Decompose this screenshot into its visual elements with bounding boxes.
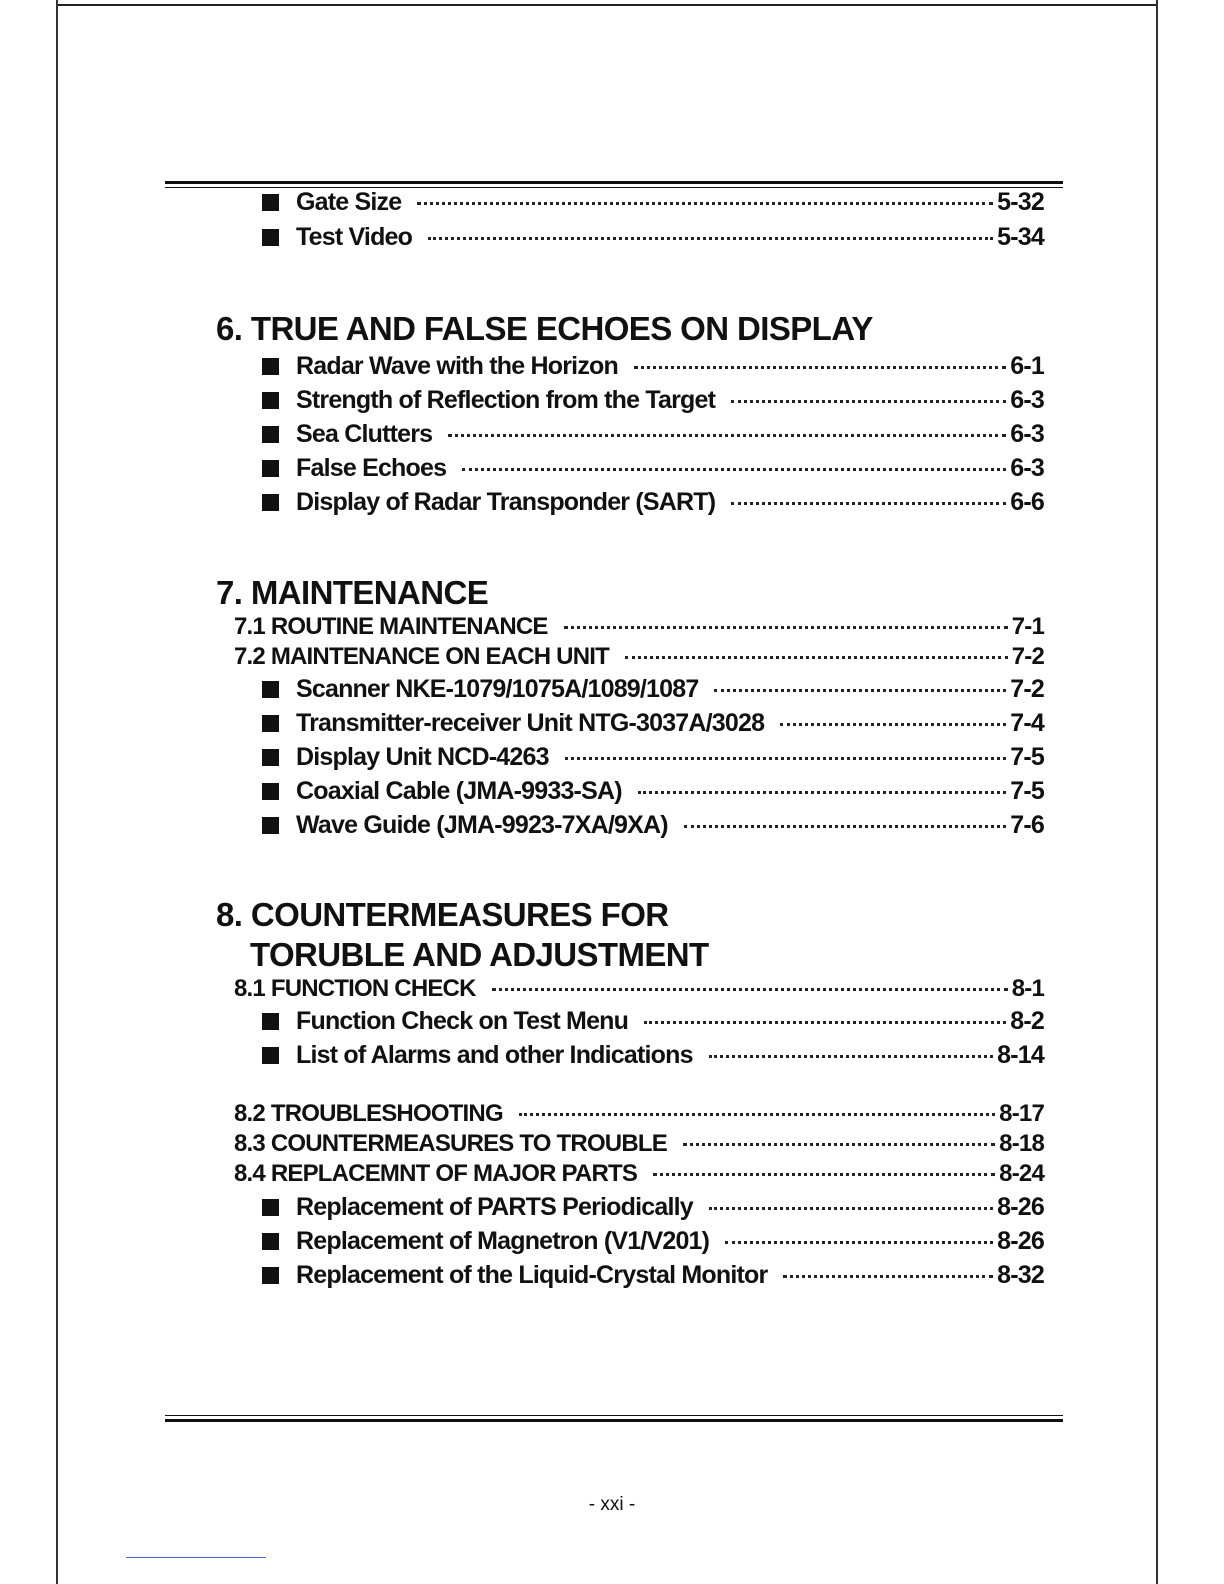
toc-entry-label: Test Video (296, 223, 413, 251)
bullet-square-icon (262, 426, 279, 443)
dot-leader (709, 1207, 993, 1210)
toc-entry-label: Strength of Reflection from the Target (296, 386, 716, 414)
toc-entry[interactable] (262, 1192, 1044, 1222)
toc-entry-page: 8-14 (997, 1041, 1044, 1069)
toc-section[interactable] (234, 1129, 1044, 1159)
toc-section-page: 8-24 (999, 1160, 1044, 1187)
toc-section-page: 7-2 (1011, 643, 1044, 670)
toc-entry[interactable] (262, 187, 1044, 217)
toc-entry-page: 7-2 (1010, 675, 1044, 703)
toc-entry-label: Replacement of the Liquid-Crystal Monitor (296, 1261, 768, 1289)
bullet-square-icon (262, 494, 279, 511)
toc-section[interactable] (234, 612, 1044, 642)
footer-rule (165, 1415, 1063, 1422)
toc-entry-page: 6-3 (1010, 454, 1044, 482)
dot-leader (462, 468, 1006, 471)
dot-leader (709, 1055, 993, 1058)
bullet-square-icon (262, 194, 279, 211)
toc-entry[interactable] (262, 351, 1044, 381)
bullet-square-icon (262, 229, 279, 246)
toc-entry-page: 5-34 (997, 223, 1044, 251)
toc-entry-page: 8-32 (997, 1261, 1044, 1289)
toc-entry[interactable] (262, 453, 1044, 483)
toc-section-page: 7-1 (1011, 613, 1044, 640)
toc-entry-page: 6-6 (1010, 488, 1044, 516)
toc-entry-label: False Echoes (296, 454, 447, 482)
toc-section-page: 8-17 (999, 1100, 1044, 1127)
toc-entry-page: 7-5 (1010, 777, 1044, 805)
toc-entry-label: Gate Size (296, 188, 402, 216)
bullet-square-icon (262, 392, 279, 409)
toc-section-label: 8.3 COUNTERMEASURES TO TROUBLE (234, 1130, 667, 1157)
toc-entry-label: Coaxial Cable (JMA-9933-SA) (296, 777, 622, 805)
bullet-square-icon (262, 1199, 279, 1216)
toc-entry-label: Wave Guide (JMA-9923-7XA/9XA) (296, 811, 668, 839)
scan-artifact-line (126, 1557, 266, 1558)
toc-section[interactable] (234, 1099, 1044, 1129)
dot-leader (428, 237, 993, 240)
toc-entry-page: 8-26 (997, 1193, 1044, 1221)
toc-entry-label: Function Check on Test Menu (296, 1007, 629, 1035)
bullet-square-icon (262, 715, 279, 732)
dot-leader (634, 366, 1006, 369)
dot-leader (653, 1173, 995, 1176)
toc-entry-label: Replacement of Magnetron (V1/V201) (296, 1227, 710, 1255)
dot-leader (644, 1021, 1006, 1024)
toc-entry-page: 7-6 (1010, 811, 1044, 839)
toc-section-page: 8-18 (999, 1130, 1044, 1157)
toc-entry-page: 7-5 (1010, 743, 1044, 771)
chapter-heading-continued: TORUBLE AND ADJUSTMENT (250, 936, 709, 973)
dot-leader (519, 1113, 995, 1116)
bullet-square-icon (262, 1233, 279, 1250)
scan-edge-right (1156, 0, 1158, 1584)
scan-edge-top (58, 4, 1158, 6)
dot-leader (783, 1275, 993, 1278)
bullet-square-icon (262, 1047, 279, 1064)
bullet-square-icon (262, 460, 279, 477)
dot-leader (565, 757, 1007, 760)
toc-entry[interactable] (262, 1040, 1044, 1070)
toc-entry[interactable] (262, 810, 1044, 840)
toc-entry-page: 6-1 (1010, 352, 1044, 380)
toc-entry-label: Scanner NKE-1079/1075A/1089/1087 (296, 675, 699, 703)
toc-entry-label: Sea Clutters (296, 420, 433, 448)
chapter-heading: 8. COUNTERMEASURES FOR (216, 896, 669, 933)
dot-leader (731, 502, 1006, 505)
toc-entry-label: Replacement of PARTS Periodically (296, 1193, 693, 1221)
bullet-square-icon (262, 358, 279, 375)
toc-entry[interactable] (262, 742, 1044, 772)
toc-entry-page: 6-3 (1010, 420, 1044, 448)
page-number: - xxi - (588, 1494, 636, 1515)
dot-leader (780, 723, 1006, 726)
toc-section[interactable] (234, 642, 1044, 672)
dot-leader (638, 791, 1007, 794)
toc-entry-label: Radar Wave with the Horizon (296, 352, 618, 380)
dot-leader (684, 825, 1006, 828)
dot-leader (683, 1143, 995, 1146)
dot-leader (714, 689, 1006, 692)
dot-leader (731, 400, 1006, 403)
toc-section-label: 8.2 TROUBLESHOOTING (234, 1100, 503, 1127)
dot-leader (492, 988, 1008, 991)
toc-section[interactable] (234, 974, 1044, 1004)
bullet-square-icon (262, 817, 279, 834)
toc-entry-page: 5-32 (997, 188, 1044, 216)
dot-leader (448, 434, 1006, 437)
toc-entry-page: 8-2 (1010, 1007, 1044, 1035)
toc-entry[interactable] (262, 419, 1044, 449)
toc-section[interactable] (234, 1159, 1044, 1189)
toc-entry-label: Display Unit NCD-4263 (296, 743, 549, 771)
toc-section-label: 7.2 MAINTENANCE ON EACH UNIT (234, 643, 609, 670)
toc-entry[interactable] (262, 487, 1044, 517)
toc-entry[interactable] (262, 385, 1044, 415)
dot-leader (725, 1241, 993, 1244)
chapter-heading: 6. TRUE AND FALSE ECHOES ON DISPLAY (216, 310, 873, 347)
toc-section-page: 8-1 (1011, 975, 1044, 1002)
toc-section-label: 8.1 FUNCTION CHECK (234, 975, 476, 1002)
toc-entry[interactable] (262, 674, 1044, 704)
bullet-square-icon (262, 749, 279, 766)
toc-entry-label: List of Alarms and other Indications (296, 1041, 693, 1069)
toc-entry[interactable] (262, 776, 1044, 806)
toc-entry[interactable] (262, 1006, 1044, 1036)
bullet-square-icon (262, 1267, 279, 1284)
toc-entry-page: 6-3 (1010, 386, 1044, 414)
toc-entry-label: Display of Radar Transponder (SART) (296, 488, 716, 516)
toc-entry[interactable] (262, 708, 1044, 738)
dot-leader (417, 202, 993, 205)
toc-entry-page: 7-4 (1010, 709, 1044, 737)
toc-entry-page: 8-26 (997, 1227, 1044, 1255)
dot-leader (564, 626, 1008, 629)
toc-section-label: 8.4 REPLACEMNT OF MAJOR PARTS (234, 1160, 638, 1187)
scan-edge-left (56, 0, 58, 1584)
bullet-square-icon (262, 1013, 279, 1030)
bullet-square-icon (262, 783, 279, 800)
bullet-square-icon (262, 681, 279, 698)
toc-entry[interactable] (262, 1226, 1044, 1256)
toc-entry[interactable] (262, 1260, 1044, 1290)
toc-section-label: 7.1 ROUTINE MAINTENANCE (234, 613, 548, 640)
toc-entry[interactable] (262, 222, 1044, 252)
chapter-heading: 7. MAINTENANCE (216, 574, 489, 611)
toc-entry-label: Transmitter-receiver Unit NTG-3037A/3028 (296, 709, 765, 737)
dot-leader (625, 656, 1008, 659)
